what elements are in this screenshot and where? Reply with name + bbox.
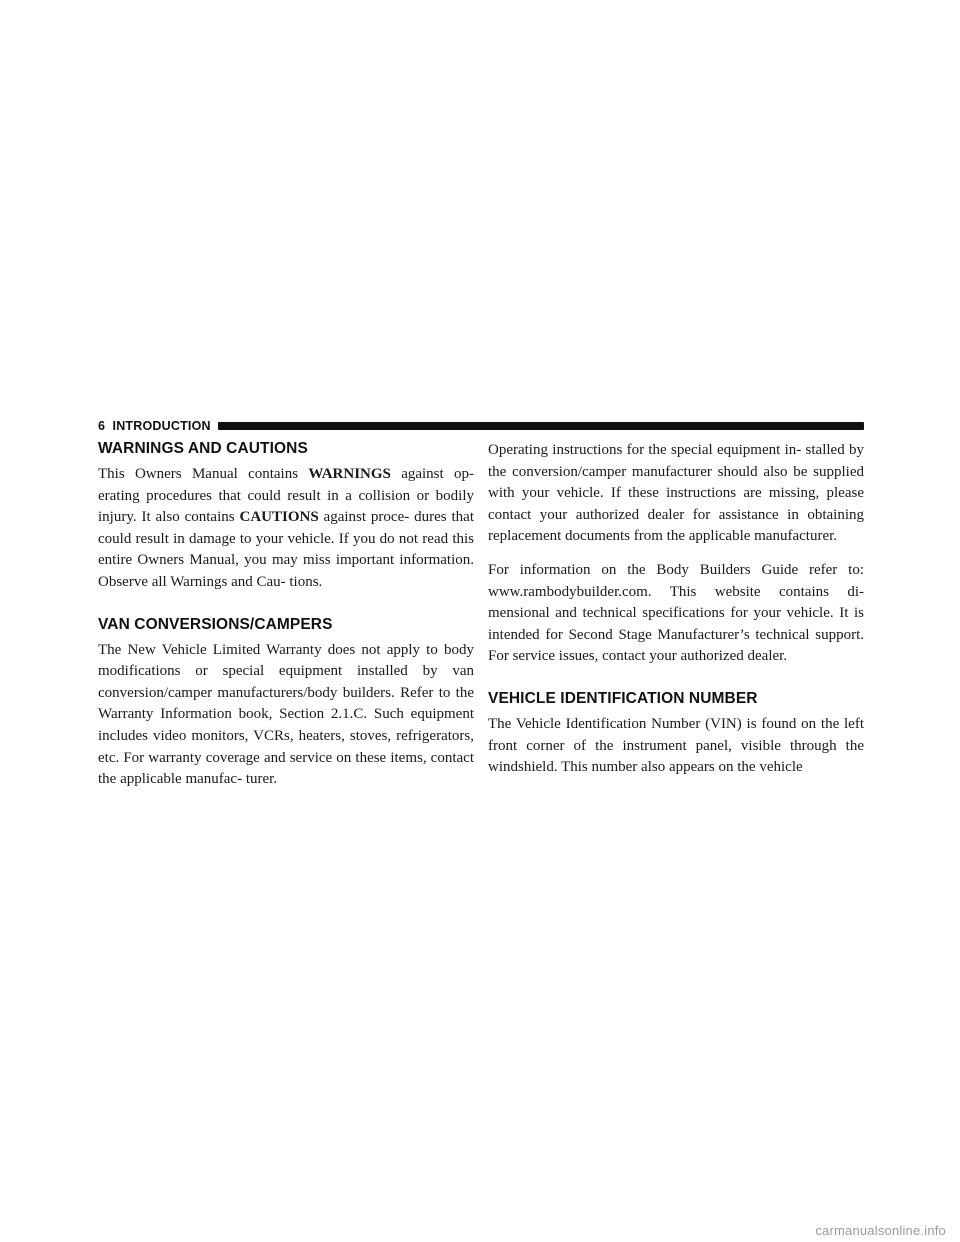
warnings-heading: WARNINGS AND CAUTIONS: [98, 440, 308, 457]
header-rule: [218, 422, 864, 430]
right-column: [488, 440, 864, 791]
section-title: INTRODUCTION: [112, 419, 211, 433]
warnings-text-1: This Owners Manual contains: [98, 466, 309, 482]
body-builders-paragraph: For information on the Body Builders Guide refer to: www.rambodybuilder.com. This website contains di- mensional and technical specifications for your vehicle. It is intended for Second Stage Manufacturer’s technical support. For service issues, contact your authorized dealer.: [488, 561, 864, 665]
warnings-text-2: against op- erating procedures that could result in a collision or bodily injury. It also contains: [98, 466, 474, 526]
vin-heading: VEHICLE IDENTIFICATION NUMBER: [488, 689, 758, 707]
operating-instructions-paragraph: Operating instructions for the special equipment in- stalled by the conversion/camper manufacturer should also be supplied with your vehicle. If these instructions are missing, please contact your authorized dealer for assistance in obtaining replacement documents from the applicable manufacturer.: [488, 442, 864, 545]
running-head-label: [98, 419, 211, 433]
van-conversions-heading: VAN CONVERSIONS/CAMPERS: [98, 615, 333, 633]
watermark: carmanualsonline.info: [815, 1223, 946, 1238]
warnings-text-3: against proce- dures that could result in damage to your vehicle. If you do not read this entire Owners Manual, you may miss important information. Observe all Warnings and Cau- tions.: [98, 509, 475, 590]
cautions-bold-term: CAUTIONS: [239, 509, 319, 526]
warnings-bold-term: WARNINGS: [308, 466, 391, 482]
running-head: [98, 417, 864, 435]
page-number: 6: [98, 419, 106, 433]
van-conversions-paragraph: The New Vehicle Limited Warranty does not apply to body modifications or special equipment installed by van conversion/camper manufacturers/body builders. Refer to the Warranty Information book, Section 2.1.C. Such equipment includes video monitors, VCRs, heaters, stoves, refrigerators, etc. For warranty coverage and service on these items, contact the applicable manufac- turer.: [98, 641, 474, 788]
vin-paragraph: The Vehicle Identification Number (VIN) is found on the left front corner of the instrument panel, visible through the windshield. This number also appears on the vehicle: [488, 715, 864, 776]
left-column: [98, 440, 474, 803]
warnings-paragraph: [98, 464, 474, 594]
